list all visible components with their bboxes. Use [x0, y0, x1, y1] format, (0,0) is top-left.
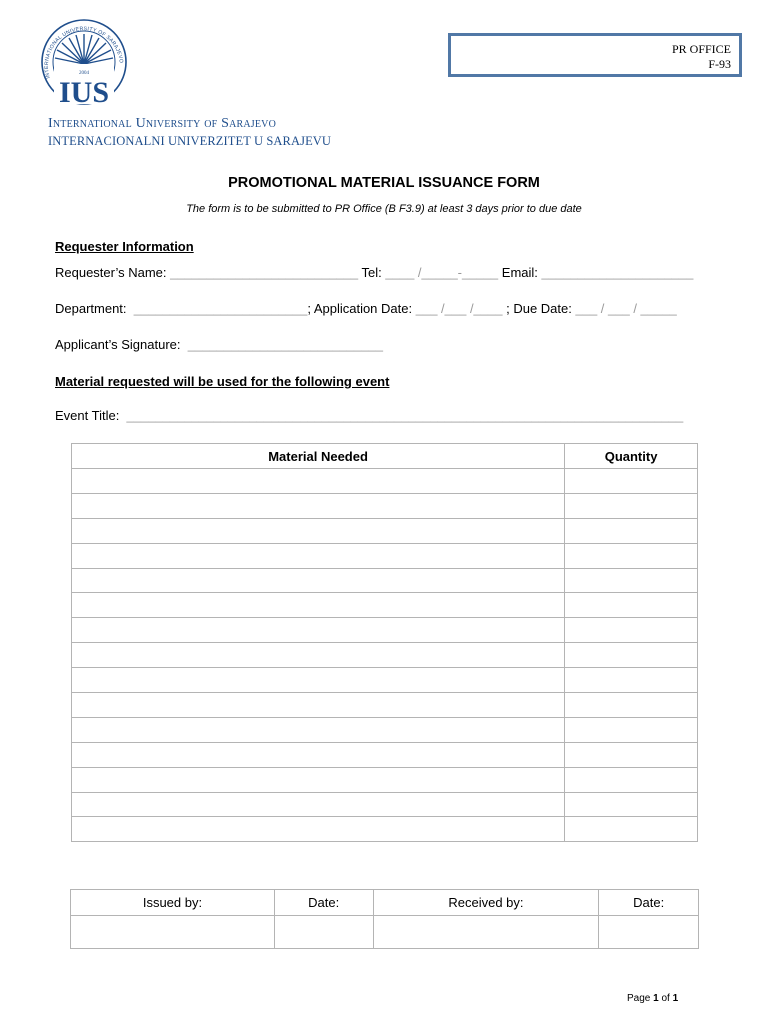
table-row — [72, 518, 698, 543]
table-row — [72, 668, 698, 693]
requester-section-title: Requester Information — [55, 239, 194, 254]
issue-date-cell[interactable] — [274, 916, 373, 949]
table-row — [72, 593, 698, 618]
issuance-table — [70, 889, 699, 949]
quantity-cell[interactable] — [565, 742, 698, 767]
signature-label: Applicant’s Signature: — [55, 337, 181, 352]
of-word: of — [661, 993, 670, 1004]
table-row — [72, 817, 698, 842]
material-cell[interactable] — [72, 792, 565, 817]
quantity-cell[interactable] — [565, 543, 698, 568]
materials-header-row — [72, 444, 698, 469]
received-by-header: Received by: — [373, 890, 599, 916]
issued-by-header: Issued by: — [71, 890, 275, 916]
material-cell[interactable] — [72, 469, 565, 494]
requester-name-label: Requester’s Name: — [55, 265, 167, 280]
office-code-box — [448, 33, 742, 77]
form-code: F-93 — [708, 57, 731, 71]
quantity-cell[interactable] — [565, 643, 698, 668]
table-row — [72, 767, 698, 792]
issuance-entry-row — [71, 916, 699, 949]
issue-date-header: Date: — [274, 890, 373, 916]
material-cell[interactable] — [72, 668, 565, 693]
seal-year: 2004 — [79, 71, 89, 76]
application-date-field[interactable]: ___ /___ /____ — [415, 301, 503, 316]
university-name-bs: INTERNACIONALNI UNIVERZITET U SARAJEVU — [48, 134, 332, 148]
quantity-cell[interactable] — [565, 668, 698, 693]
table-row — [72, 717, 698, 742]
event-title-row — [55, 408, 683, 423]
table-row — [72, 693, 698, 718]
quantity-cell[interactable] — [565, 593, 698, 618]
quantity-cell[interactable] — [565, 792, 698, 817]
email-field[interactable]: _____________________ — [541, 265, 694, 280]
material-cell[interactable] — [72, 817, 565, 842]
form-title: PROMOTIONAL MATERIAL ISSUANCE FORM — [228, 175, 540, 191]
issuance-header-row — [71, 890, 699, 916]
application-date-label: ; Application Date: — [307, 301, 413, 316]
form-subtitle: The form is to be submitted to PR Office (B F3.9) at least 3 days prior to due date — [186, 203, 582, 215]
table-row — [72, 469, 698, 494]
material-cell[interactable] — [72, 593, 565, 618]
table-row — [72, 618, 698, 643]
material-cell[interactable] — [72, 493, 565, 518]
email-label: Email: — [501, 265, 538, 280]
material-cell[interactable] — [72, 742, 565, 767]
receive-date-cell[interactable] — [599, 916, 699, 949]
received-by-cell[interactable] — [373, 916, 599, 949]
requester-name-field[interactable]: __________________________ — [170, 265, 359, 280]
due-date-label: ; Due Date: — [506, 301, 572, 316]
materials-table — [71, 443, 698, 842]
materials-body — [72, 469, 698, 842]
due-date-field[interactable]: ___ / ___ / _____ — [575, 301, 677, 316]
table-row — [72, 493, 698, 518]
quantity-cell[interactable] — [565, 817, 698, 842]
material-cell[interactable] — [72, 568, 565, 593]
quantity-cell[interactable] — [565, 618, 698, 643]
event-section-title: Material requested will be used for the following event — [55, 374, 390, 389]
material-cell[interactable] — [72, 543, 565, 568]
tel-field[interactable]: ____ /_____-_____ — [385, 265, 499, 280]
quantity-cell[interactable] — [565, 518, 698, 543]
quantity-cell[interactable] — [565, 493, 698, 518]
department-row — [55, 301, 677, 316]
issued-by-cell[interactable] — [71, 916, 275, 949]
quantity-cell[interactable] — [565, 469, 698, 494]
tel-label: Tel: — [361, 265, 382, 280]
signature-row — [55, 337, 383, 352]
page-total: 1 — [672, 993, 679, 1004]
logo-text: IUS — [58, 76, 110, 109]
department-label: Department: — [55, 301, 127, 316]
table-row — [72, 742, 698, 767]
event-title-label: Event Title: — [55, 408, 120, 423]
quantity-header: Quantity — [565, 444, 698, 469]
university-name-en: International University of Sarajevo — [48, 116, 277, 131]
table-row — [72, 568, 698, 593]
receive-date-header: Date: — [599, 890, 699, 916]
quantity-cell[interactable] — [565, 767, 698, 792]
seal-ring-text: INTERNATIONAL UNIVERSITY OF SARAJEVO — [43, 26, 124, 80]
material-needed-header: Material Needed — [72, 444, 565, 469]
page-word: Page — [627, 993, 651, 1004]
event-title-field[interactable]: _____________________________________________________________________________ — [126, 408, 684, 423]
material-cell[interactable] — [72, 643, 565, 668]
material-cell[interactable] — [72, 693, 565, 718]
material-cell[interactable] — [72, 767, 565, 792]
table-row — [72, 792, 698, 817]
requester-name-row — [55, 265, 693, 280]
material-cell[interactable] — [72, 618, 565, 643]
quantity-cell[interactable] — [565, 693, 698, 718]
university-seal-logo — [40, 18, 128, 110]
material-cell[interactable] — [72, 518, 565, 543]
material-cell[interactable] — [72, 717, 565, 742]
office-label: PR OFFICE — [671, 42, 731, 56]
signature-field[interactable]: ___________________________ — [187, 337, 383, 352]
table-row — [72, 643, 698, 668]
quantity-cell[interactable] — [565, 717, 698, 742]
department-field[interactable]: ________________________ — [133, 301, 308, 316]
table-row — [72, 543, 698, 568]
page-number: 1 — [653, 993, 659, 1004]
quantity-cell[interactable] — [565, 568, 698, 593]
page-footer — [627, 993, 678, 1004]
